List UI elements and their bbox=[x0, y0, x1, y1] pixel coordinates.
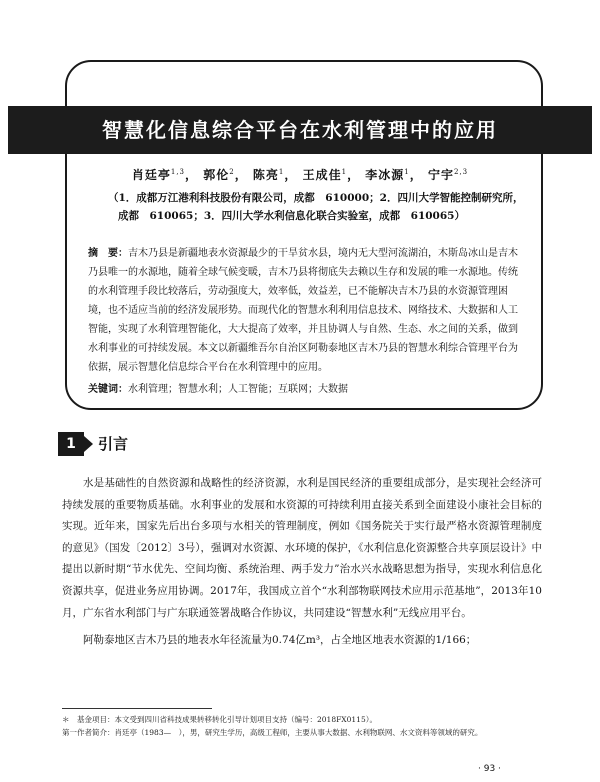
page-number: · 93 · bbox=[478, 764, 501, 774]
section-number: 1 bbox=[58, 432, 84, 456]
paragraph: 水是基础性的自然资源和战略性的经济资源，水利是国民经济的重要组成部分，是实现社会经济可持续发展的重要物质基础。水利事业的发展和水资源的可持续利用直接关系到全面建设小康社会目标的实现。近年来，国家先后出台多项与水相关的管理制度，例如《国务院关于实行最严格水资源管理制度的意见》（国发〔2012〕3号），强调对水资源、水环境的保护，《水利信息化资源整合共享顶层设计》中提出以新时期“节水优先、空间均衡、系统治理、两手发力”治水兴水战略思想为指导，实现水利信息化资源共享，促进业务应用协调。2017年，我国成立首个“水利部物联网技术应用示范基地”，2013年10月，广东省水利部门与广东联通签署战略合作协议，共同建设“智慧水利”无线应用平台。 bbox=[62, 477, 542, 619]
footnote: ＊ 基金项目：本文受到四川省科技成果转移转化引导计划项目支持（编号：2018FX0115）。 bbox=[62, 715, 377, 724]
author-line bbox=[0, 166, 600, 183]
paper-title: 智慧化信息综合平台在水利管理中的应用 bbox=[8, 106, 592, 154]
affiliations bbox=[108, 189, 528, 225]
footnote: 第一作者简介：肖廷亭（1983— ），男，研究生学历，高级工程师，主要从事大数据、水利物联网、水文资料等领域的研究。 bbox=[62, 728, 483, 737]
author: 肖廷亭$^{1,3}$， bbox=[131, 168, 199, 182]
author: 李冰源$^1$， bbox=[365, 168, 423, 182]
author: 王成佳$^1$， bbox=[302, 168, 361, 182]
section-title: 引言 bbox=[98, 435, 129, 453]
body-text bbox=[62, 473, 542, 652]
author: 宁宇$^{2,3}$ bbox=[427, 168, 469, 182]
keywords bbox=[88, 382, 528, 398]
footnote-rule bbox=[62, 708, 212, 709]
author: 郭伦$^2$， bbox=[203, 168, 248, 182]
keywords-label: 关键词： bbox=[88, 384, 128, 395]
keywords-text: 水利管理；智慧水利；人工智能；互联网；大数据 bbox=[128, 384, 348, 395]
affiliation-line: （1．成都万江港利科技股份有限公司，成都 610000；2．四川大学智能控制研究所， bbox=[108, 192, 524, 204]
footnotes bbox=[62, 713, 542, 739]
abstract-text: 吉木乃县是新疆地表水资源最少的干旱贫水县，境内无大型河流湖泊，木斯岛冰山是吉木乃县唯一的水源地，随着全球气候变暖，吉木乃县将彻底失去赖以生存和发展的唯一水源地。传统的水利管理手段比较落后，劳动强度大，效率低，效益差，已不能解决吉木乃县的水资源管理困境，也不适应当前的经济发展形势。而现代化的智慧水利利用信息技术、网络技术、大数据和人工智能，实现了水利管理智能化，大大提高了效率，并且协调人与自然、生态、水之间的关系，做到水利事业的可持续发展。本文以新疆维吾尔自治区阿勒泰地区吉木乃县的智慧水利综合管理平台为依据，展示智慧化信息综合平台在水利管理中的应用。 bbox=[88, 248, 518, 373]
paragraph: 阿勒泰地区吉木乃县的地表水年径流量为0.74亿m³，占全地区地表水资源的1/166； bbox=[83, 634, 477, 647]
abstract bbox=[88, 244, 524, 377]
section-arrow-icon bbox=[84, 436, 93, 452]
author: 陈亮$^1$， bbox=[252, 168, 298, 182]
abstract-label: 摘 要： bbox=[88, 248, 128, 259]
affiliation-line: 成都 610065；3．四川大学水利信息化联合实验室，成都 610065） bbox=[118, 210, 465, 222]
